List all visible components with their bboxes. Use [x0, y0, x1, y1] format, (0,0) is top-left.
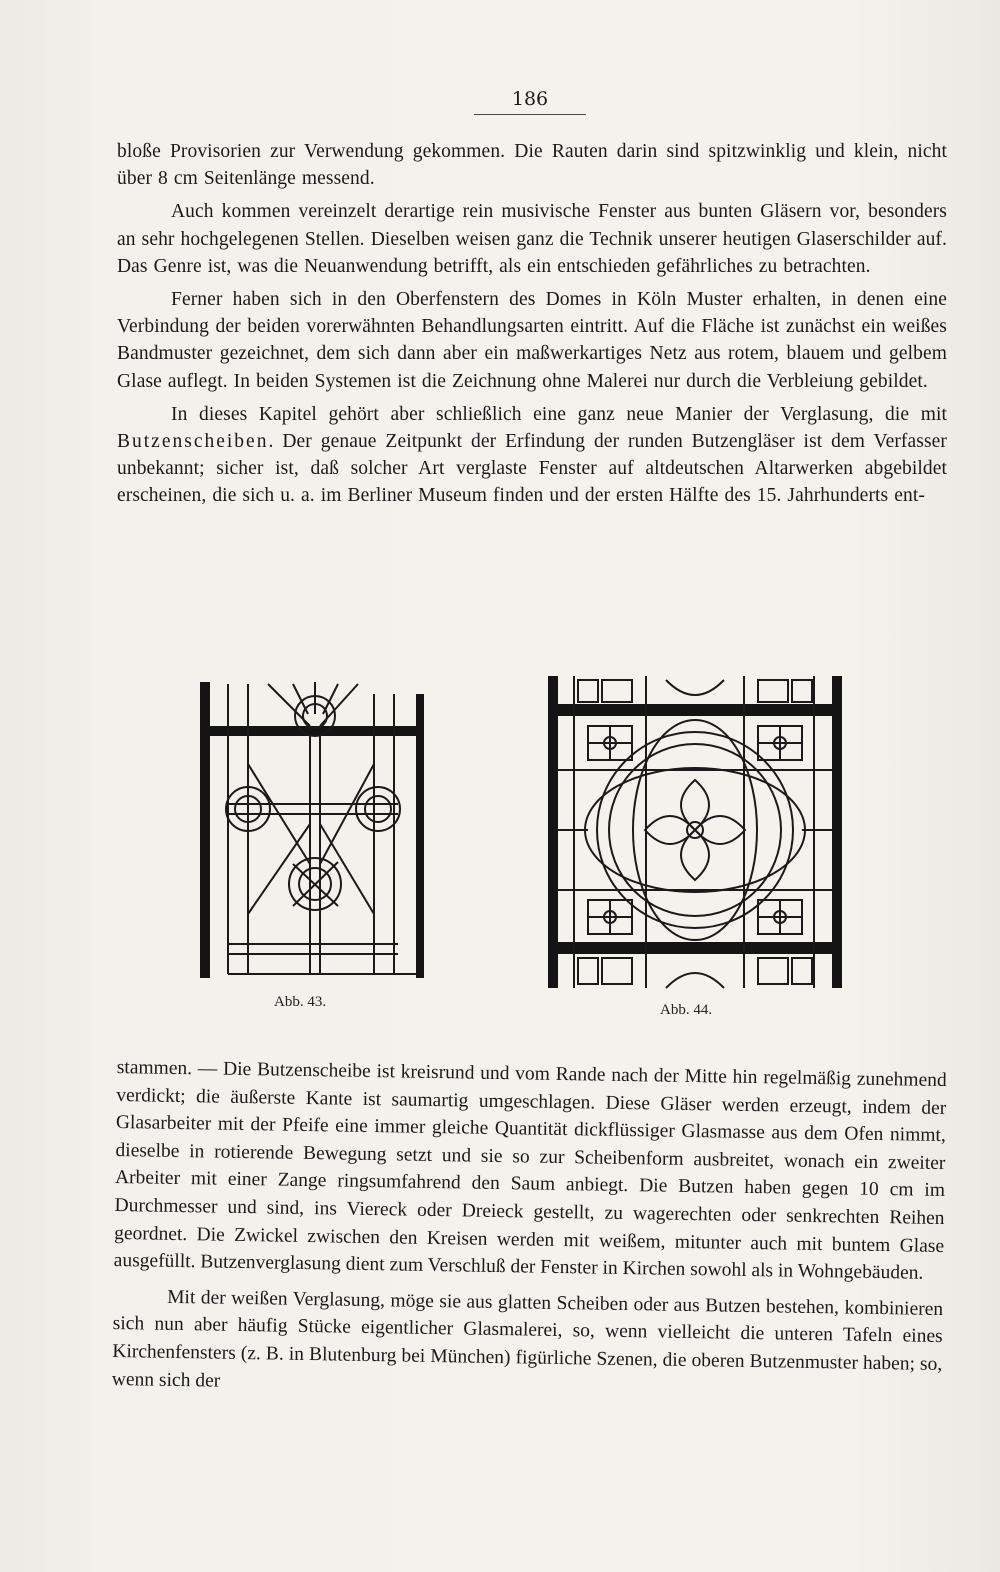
upper-text-block — [117, 138, 947, 516]
fig44-left-bar — [548, 676, 558, 988]
lower-text-block — [112, 1054, 947, 1414]
paragraph-4-before: In dieses Kapitel gehört aber schließlich eine ganz neue Manier der Verglasung, die mit — [171, 403, 947, 425]
paragraph-5: stammen. — Die Butzenscheibe ist kreisrund und vom Rande nach der Mitte hin regelmäßig zunehmend verdickt; die äußerste Kante ist saumartig umgeschlagen. Diese Gläser werden erzeugt, indem der Glasarbeiter mit der Pfeife eine immer gleiche Quantität dickflüssiger Glasmasse aus dem Ofen nimmt, dieselbe in rotierende Bewegung setzt und sie so zur Scheibenform ausbreitet, wonach ein zweiter Arbeiter mit einer Zange ringsumfahrend den Saum anbiegt. Die Butzen haben gegen 10 cm im Durchmesser und sind, ins Viereck oder Dreieck gestellt, zu wagerechten oder senkrechten Reihen geordnet. Die Zwickel zwischen den Kreisen werden mit weißem, mitunter auch mit buntem Glase ausgefüllt. Butzenverglasung dient zum Verschluß der Fenster in Kirchen sowohl als in Wohngebäuden. — [113, 1056, 947, 1284]
paragraph-3: Ferner haben sich in den Oberfenstern des Domes in Köln Muster erhalten, in denen eine Verbindung der beiden vorerwähnten Behandlungsarten eintritt. Auf die Fläche ist zunächst ein weißes Bandmuster gezeichnet, dem sich dann aber ein maßwerkartiges Netz aus rotem, blauem und gelbem Glase auflegt. In beiden Systemen ist die Zeichnung ohne Malerei nur durch die Verbleiung gebildet. — [117, 289, 947, 392]
paragraph-1: bloße Provisorien zur Verwendung gekommen. Die Rauten darin sind spitzwinklig und klein, nicht über 8 cm Seitenlänge messend. — [117, 141, 947, 190]
page-number: 186 — [474, 88, 586, 115]
paragraph-4 — [117, 401, 947, 510]
fig44-bottom-bar — [548, 942, 842, 954]
figure-43-caption: Abb. 43. — [274, 994, 327, 1010]
figure-43-drawing — [198, 674, 430, 978]
figure-43-window-pattern — [198, 674, 430, 978]
figure-44-window-pattern — [548, 670, 842, 990]
paragraph-2: Auch kommen vereinzelt derartige rein musivische Fenster aus bunten Gläsern vor, besonders an sehr hochgelegenen Stellen. Dieselben weisen ganz die Technik unserer heutigen Glaserschilder auf. Das Genre ist, was die Neuanwendung betrifft, als ein entschieden gefährliches zu betrachten. — [117, 201, 947, 277]
fig44-grid — [558, 676, 832, 988]
figure-44-caption: Abb. 44. — [660, 1002, 713, 1018]
figure-44-drawing — [548, 670, 842, 990]
paragraph-6: Mit der weißen Verglasung, möge sie aus glatten Scheiben oder aus Butzen bestehen, kombinieren sich nun aber häufig Stücke eigentlicher Glasmalerei, so, wenn vielleicht die unteren Tafeln eines Kirchenfensters (z. B. in Blutenburg bei München) figürliche Szenen, die oberen Butzenmuster haben; so, wenn sich der — [111, 1286, 944, 1392]
fig43-right-bar — [416, 694, 424, 978]
paragraph-4-after: . Der genaue Zeitpunkt der Erfindung der runden Butzengläser ist dem Verfasser unbekannt; sicher ist, daß solcher Art verglaste Fenster auf altdeutschen Altarwerken abgebildet erscheinen, die sich u. a. im Berliner Museum finden und der ersten Hälfte des 15. Jahrhunderts ent- — [117, 431, 947, 507]
fig44-right-bar — [832, 676, 842, 988]
fig44-top-bar — [548, 704, 842, 716]
paragraph-4-spaced-term: Butzenscheiben — [117, 431, 269, 453]
